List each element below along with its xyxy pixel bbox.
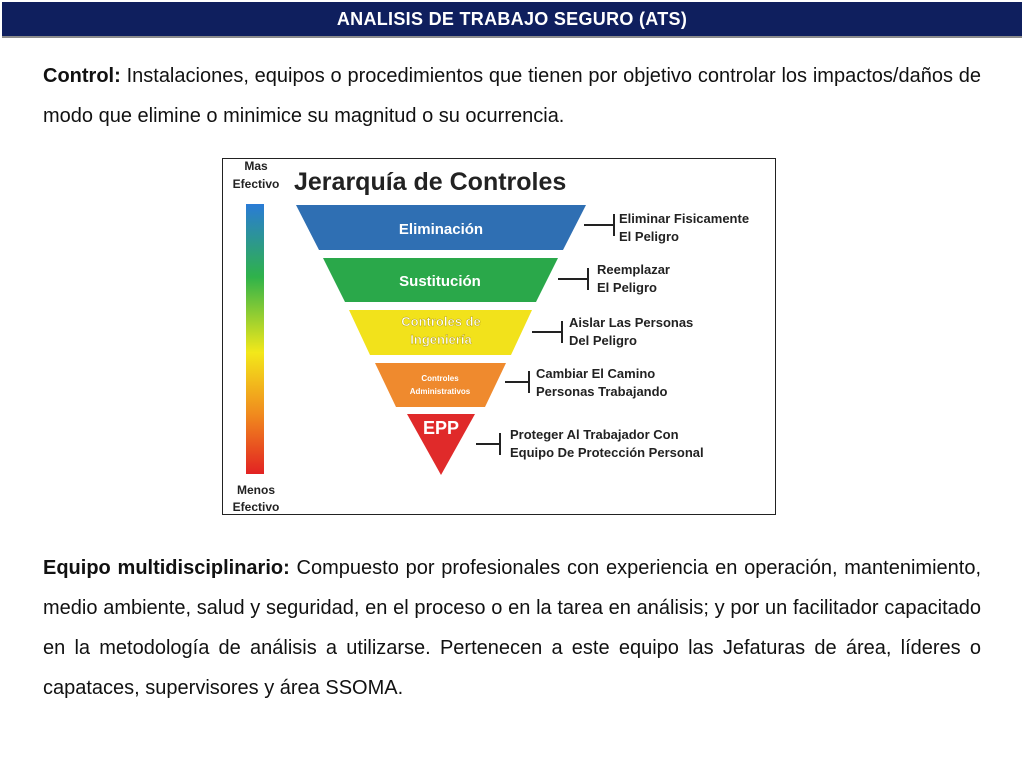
scale-bottom-line-1: Menos [236, 483, 276, 497]
hierarchy-heading: Jerarquía de Controles [294, 168, 567, 196]
level-administrativos-desc-2: Personas Trabajando [536, 384, 668, 399]
control-definition: Instalaciones, equipos o procedimientos que tienen por objetivo controlar los impactos/daños de modo que elimine o minimice su magnitud o su ocurrencia. [43, 65, 981, 127]
scale-bottom-line-2: Efectivo [232, 500, 280, 514]
level-administrativos-label-2: Administrativos [409, 387, 471, 396]
level-ingenieria-desc-1: Aislar Las Personas [569, 315, 694, 330]
page-title: ANALISIS DE TRABAJO SEGURO (ATS) [336, 8, 688, 29]
title-bar [2, 2, 1022, 38]
level-administrativos-band [375, 363, 506, 407]
control-term: Control: [43, 65, 121, 87]
level-administrativos-label-1: Controles [421, 374, 459, 383]
level-epp-desc-2: Equipo De Protección Personal [510, 445, 704, 460]
level-sustitucion-desc-2: El Peligro [597, 280, 657, 295]
level-administrativos-desc-1: Cambiar El Camino [536, 366, 656, 381]
level-ingenieria-label-2: Ingeniería [410, 332, 472, 347]
hierarchy-diagram [222, 158, 777, 516]
team-definition: Compuesto por profesionales con experiencia en operación, mantenimiento, medio ambiente, salud y seguridad, en el proceso o en la tarea en análisis; y por un facilitador capacitado en la metodología de análisis a utilizarse. Pertenecen a este equipo las Jefaturas de área, líderes o capataces, supervisores y área SSOMA. [43, 557, 982, 699]
effectiveness-gradient-bar [246, 204, 264, 474]
level-epp-label: EPP [422, 418, 460, 438]
level-ingenieria-desc-2: Del Peligro [569, 333, 637, 348]
hierarchy-figure [222, 158, 777, 516]
control-paragraph [43, 56, 981, 136]
team-term: Equipo multidisciplinario: [43, 557, 290, 579]
level-eliminacion-desc-2: El Peligro [619, 229, 679, 244]
scale-top-line-1: Mas [244, 159, 268, 173]
scale-top-line-2: Efectivo [232, 177, 280, 191]
level-sustitucion-desc-1: Reemplazar [597, 262, 670, 277]
level-ingenieria-label-1: Controles de [401, 314, 481, 329]
level-epp-desc-1: Proteger Al Trabajador Con [510, 427, 679, 442]
level-eliminacion-label: Eliminación [398, 221, 484, 238]
team-paragraph [43, 548, 981, 708]
level-sustitucion-label: Sustitución [399, 273, 481, 290]
level-eliminacion-desc-1: Eliminar Fisicamente [619, 211, 750, 226]
